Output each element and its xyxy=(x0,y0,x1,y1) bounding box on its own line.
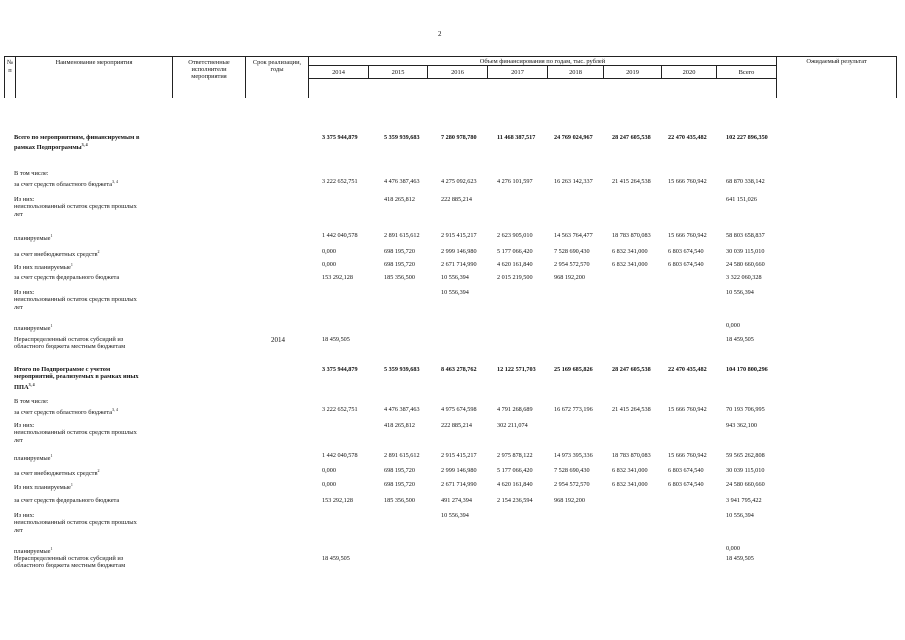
row-label: Всего по мероприятиям, финансируемым в xyxy=(14,134,140,141)
value-cell: 18 459,505 xyxy=(726,336,754,343)
year-2015-header: 2015 xyxy=(391,69,405,76)
row-label: за счет средств федерального бюджета xyxy=(14,497,120,504)
value-cell: 302 211,074 xyxy=(497,422,528,429)
value-cell: 185 356,500 xyxy=(384,497,415,504)
value-cell: 12 122 571,703 xyxy=(497,366,536,373)
footnote-marker: 1 xyxy=(50,323,53,328)
value-cell: 6 832 341,000 xyxy=(612,481,648,488)
value-cell: 418 265,812 xyxy=(384,422,415,429)
row-label: неиспользованный остаток средств прошлых xyxy=(14,296,137,304)
value-cell: 153 292,128 xyxy=(322,274,353,281)
period-value: 2014 xyxy=(271,336,285,344)
value-cell: 418 265,812 xyxy=(384,196,415,203)
year-2020-header: 2020 xyxy=(682,69,696,76)
total-header: Всего xyxy=(738,69,755,76)
value-cell: 21 415 264,538 xyxy=(612,178,651,185)
row-label: областного бюджета местным бюджетам xyxy=(14,343,126,351)
value-cell: 4 276 101,597 xyxy=(497,178,533,185)
row-label: Нераспределенный остаток субсидий из xyxy=(14,555,124,562)
value-cell: 8 463 278,762 xyxy=(441,366,477,373)
value-cell: 2 999 146,980 xyxy=(441,467,477,474)
value-cell: 2 975 878,122 xyxy=(497,452,533,459)
row-label: Итого по Подпрограмме с учетом xyxy=(14,366,111,373)
value-cell: 2 999 146,980 xyxy=(441,248,477,255)
value-cell: 4 620 161,840 xyxy=(497,481,533,488)
row-label: лет xyxy=(14,303,23,311)
value-cell: 24 769 024,967 xyxy=(554,134,593,141)
value-cell: 1 442 040,578 xyxy=(322,452,358,459)
footnote-marker: 1 xyxy=(50,233,53,238)
value-cell: 0,000 xyxy=(322,481,336,488)
value-cell: 1 442 040,578 xyxy=(322,232,358,239)
value-cell: 3 322 060,328 xyxy=(726,274,762,281)
footnote-marker: 3, 4 xyxy=(81,142,88,148)
value-cell: 7 280 978,780 xyxy=(441,134,477,141)
value-cell: 70 193 706,995 xyxy=(726,406,765,413)
value-cell: 6 803 674,540 xyxy=(668,248,704,255)
row-label: за счет внебюджетных средств$^2$ xyxy=(14,468,100,478)
value-cell: 16 672 773,196 xyxy=(554,406,593,413)
value-cell: 22 470 435,482 xyxy=(668,366,707,373)
row-label: планируемые$^1$ xyxy=(14,546,53,556)
row-label: неиспользованный остаток средств прошлых xyxy=(14,203,137,211)
value-cell: 18 783 870,083 xyxy=(612,452,651,459)
value-cell: 2 671 714,990 xyxy=(441,261,477,268)
footnote-marker: 2 xyxy=(97,468,100,473)
value-cell: 11 468 387,517 xyxy=(497,134,536,141)
value-cell: 14 973 395,336 xyxy=(554,452,593,459)
value-cell: 10 556,394 xyxy=(726,289,754,296)
value-cell: 153 292,128 xyxy=(322,497,353,504)
page-number: 2 xyxy=(438,30,442,38)
row-label: неиспользованный остаток средств прошлых xyxy=(14,429,137,437)
value-cell: 185 356,500 xyxy=(384,274,415,281)
value-cell: 18 459,505 xyxy=(726,555,754,562)
row-label: Нераспределенный остаток субсидий из xyxy=(14,336,124,343)
value-cell: 58 803 658,837 xyxy=(726,232,765,239)
row-label: лет xyxy=(14,526,23,534)
value-cell: 18 459,505 xyxy=(322,555,350,562)
row-label: рамках Подпрограммы$^{3, 4}$ xyxy=(14,142,88,152)
value-cell: 222 885,214 xyxy=(441,196,472,203)
row-label: Из них: xyxy=(14,196,35,203)
value-cell: 18 783 870,083 xyxy=(612,232,651,239)
footnote-marker: 1 xyxy=(50,546,53,551)
value-cell: 698 195,720 xyxy=(384,467,415,474)
value-cell: 3 222 652,751 xyxy=(322,406,358,413)
value-cell: 6 832 341,000 xyxy=(612,248,648,255)
value-cell: 2 891 615,612 xyxy=(384,232,420,239)
value-cell: 968 192,200 xyxy=(554,497,585,504)
value-cell: 14 563 764,477 xyxy=(554,232,593,239)
value-cell: 10 556,394 xyxy=(441,512,469,519)
row-label: Из них: xyxy=(14,289,35,296)
value-cell: 2 015 219,500 xyxy=(497,274,533,281)
value-cell: 4 791 268,689 xyxy=(497,406,533,413)
value-cell: 16 263 142,337 xyxy=(554,178,593,185)
value-cell: 2 671 714,990 xyxy=(441,481,477,488)
row-label: Из них: xyxy=(14,512,35,519)
footnote-marker: 1 xyxy=(70,262,73,267)
value-cell: 968 192,200 xyxy=(554,274,585,281)
value-cell: 28 247 605,538 xyxy=(612,366,651,373)
value-cell: 2 915 415,217 xyxy=(441,232,477,239)
value-cell: 3 375 944,879 xyxy=(322,366,358,373)
row-label: Из них планируемые$^1$ xyxy=(14,262,73,272)
value-cell: 10 556,394 xyxy=(441,289,469,296)
value-cell: 491 274,394 xyxy=(441,497,472,504)
year-2017-header: 2017 xyxy=(511,69,524,76)
value-cell: 28 247 605,538 xyxy=(612,134,651,141)
value-cell: 2 915 415,217 xyxy=(441,452,477,459)
year-2019-header: 2019 xyxy=(626,69,639,76)
value-cell: 3 375 944,879 xyxy=(322,134,358,141)
footnote-marker: 2 xyxy=(97,249,100,254)
value-cell: 10 556,394 xyxy=(726,512,754,519)
col-period-header: Срок реализации, годы xyxy=(252,59,302,73)
footnote-marker: 3, 4 xyxy=(28,381,35,387)
value-cell: 24 580 660,660 xyxy=(726,481,765,488)
value-cell: 15 666 760,942 xyxy=(668,452,707,459)
footnote-marker: 1 xyxy=(70,482,73,487)
value-cell: 5 177 066,420 xyxy=(497,248,533,255)
value-cell: 0,000 xyxy=(322,467,336,474)
value-cell: 59 565 262,808 xyxy=(726,452,765,459)
value-cell: 3 941 795,422 xyxy=(726,497,762,504)
row-label: областного бюджета местным бюджетам xyxy=(14,562,126,570)
value-cell: 7 528 690,430 xyxy=(554,467,590,474)
value-cell: 698 195,720 xyxy=(384,481,415,488)
value-cell: 7 528 690,430 xyxy=(554,248,590,255)
col-result-header: Ожидаемый результат xyxy=(806,58,867,65)
value-cell: 3 222 652,751 xyxy=(322,178,358,185)
row-label: лет xyxy=(14,210,23,218)
value-cell: 4 476 387,463 xyxy=(384,178,420,185)
value-cell: 4 975 674,598 xyxy=(441,406,477,413)
value-cell: 6 832 341,000 xyxy=(612,261,648,268)
value-cell: 641 151,026 xyxy=(726,196,757,203)
value-cell: 15 666 760,942 xyxy=(668,232,707,239)
row-label: планируемые$^1$ xyxy=(14,233,53,243)
row-label: мероприятий, реализуемых в рамках иных xyxy=(14,373,139,381)
footnote-marker: 1 xyxy=(50,453,53,458)
col-responsible-header: Ответственные исполнители мероприятия xyxy=(188,59,230,80)
value-cell: 6 803 674,540 xyxy=(668,481,704,488)
value-cell: 6 803 674,540 xyxy=(668,261,704,268)
value-cell: 21 415 264,538 xyxy=(612,406,651,413)
value-cell: 698 195,720 xyxy=(384,261,415,268)
row-label: за счет средств областного бюджета$^{3, 4}$ xyxy=(14,179,119,189)
col-number-header-2: п xyxy=(8,67,12,74)
value-cell: 2 954 572,570 xyxy=(554,481,590,488)
row-label: за счет внебюджетных средств$^2$ xyxy=(14,249,100,259)
value-cell: 2 891 615,612 xyxy=(384,452,420,459)
value-cell: 68 870 338,142 xyxy=(726,178,765,185)
value-cell: 6 803 674,540 xyxy=(668,467,704,474)
value-cell: 4 620 161,840 xyxy=(497,261,533,268)
row-label: планируемые$^1$ xyxy=(14,453,53,463)
value-cell: 18 459,505 xyxy=(322,336,350,343)
row-label: за счет средств федерального бюджета xyxy=(14,274,120,281)
row-label: В том числе: xyxy=(14,398,49,405)
value-cell: 5 359 939,683 xyxy=(384,134,420,141)
col-name-header: Наименование мероприятия xyxy=(55,59,133,66)
value-cell: 10 556,394 xyxy=(441,274,469,281)
row-label: за счет средств областного бюджета$^{3, 4}$ xyxy=(14,407,119,417)
value-cell: 30 039 115,010 xyxy=(726,467,765,474)
value-cell: 24 580 660,660 xyxy=(726,261,765,268)
value-cell: 5 359 939,683 xyxy=(384,366,420,373)
value-cell: 698 195,720 xyxy=(384,248,415,255)
value-cell: 0,000 xyxy=(726,545,740,552)
row-label: Из них: xyxy=(14,422,35,429)
row-label: ППА$^{3, 4}$ xyxy=(14,381,35,391)
col-funding-header: Объем финансирования по годам, тыс. рублей xyxy=(479,58,606,65)
footnote-marker: 3, 4 xyxy=(112,179,119,184)
row-label: планируемые$^1$ xyxy=(14,323,53,333)
value-cell: 5 177 066,420 xyxy=(497,467,533,474)
value-cell: 4 275 092,623 xyxy=(441,178,477,185)
year-2014-header: 2014 xyxy=(332,69,345,76)
value-cell: 943 362,100 xyxy=(726,422,757,429)
value-cell: 25 169 685,826 xyxy=(554,366,593,373)
value-cell: 15 666 760,942 xyxy=(668,178,707,185)
value-cell: 22 470 435,482 xyxy=(668,134,707,141)
value-cell: 102 227 896,350 xyxy=(726,134,768,141)
value-cell: 30 039 115,010 xyxy=(726,248,765,255)
year-2018-header: 2018 xyxy=(569,69,582,76)
value-cell: 0,000 xyxy=(322,248,336,255)
col-number-header: № xyxy=(6,59,14,66)
value-cell: 2 954 572,570 xyxy=(554,261,590,268)
footnote-marker: 3, 4 xyxy=(112,407,119,412)
value-cell: 222 885,214 xyxy=(441,422,472,429)
year-2016-header: 2016 xyxy=(451,69,464,76)
value-cell: 15 666 760,942 xyxy=(668,406,707,413)
value-cell: 4 476 387,463 xyxy=(384,406,420,413)
value-cell: 6 832 341,000 xyxy=(612,467,648,474)
row-label: В том числе: xyxy=(14,170,49,177)
value-cell: 2 623 905,010 xyxy=(497,232,533,239)
row-label: неиспользованный остаток средств прошлых xyxy=(14,519,137,527)
value-cell: 104 170 800,296 xyxy=(726,366,768,373)
value-cell: 0,000 xyxy=(726,322,740,329)
value-cell: 0,000 xyxy=(322,261,336,268)
row-label: лет xyxy=(14,436,23,444)
row-label: Из них планируемые$^1$ xyxy=(14,482,73,492)
value-cell: 2 154 236,594 xyxy=(497,497,533,504)
